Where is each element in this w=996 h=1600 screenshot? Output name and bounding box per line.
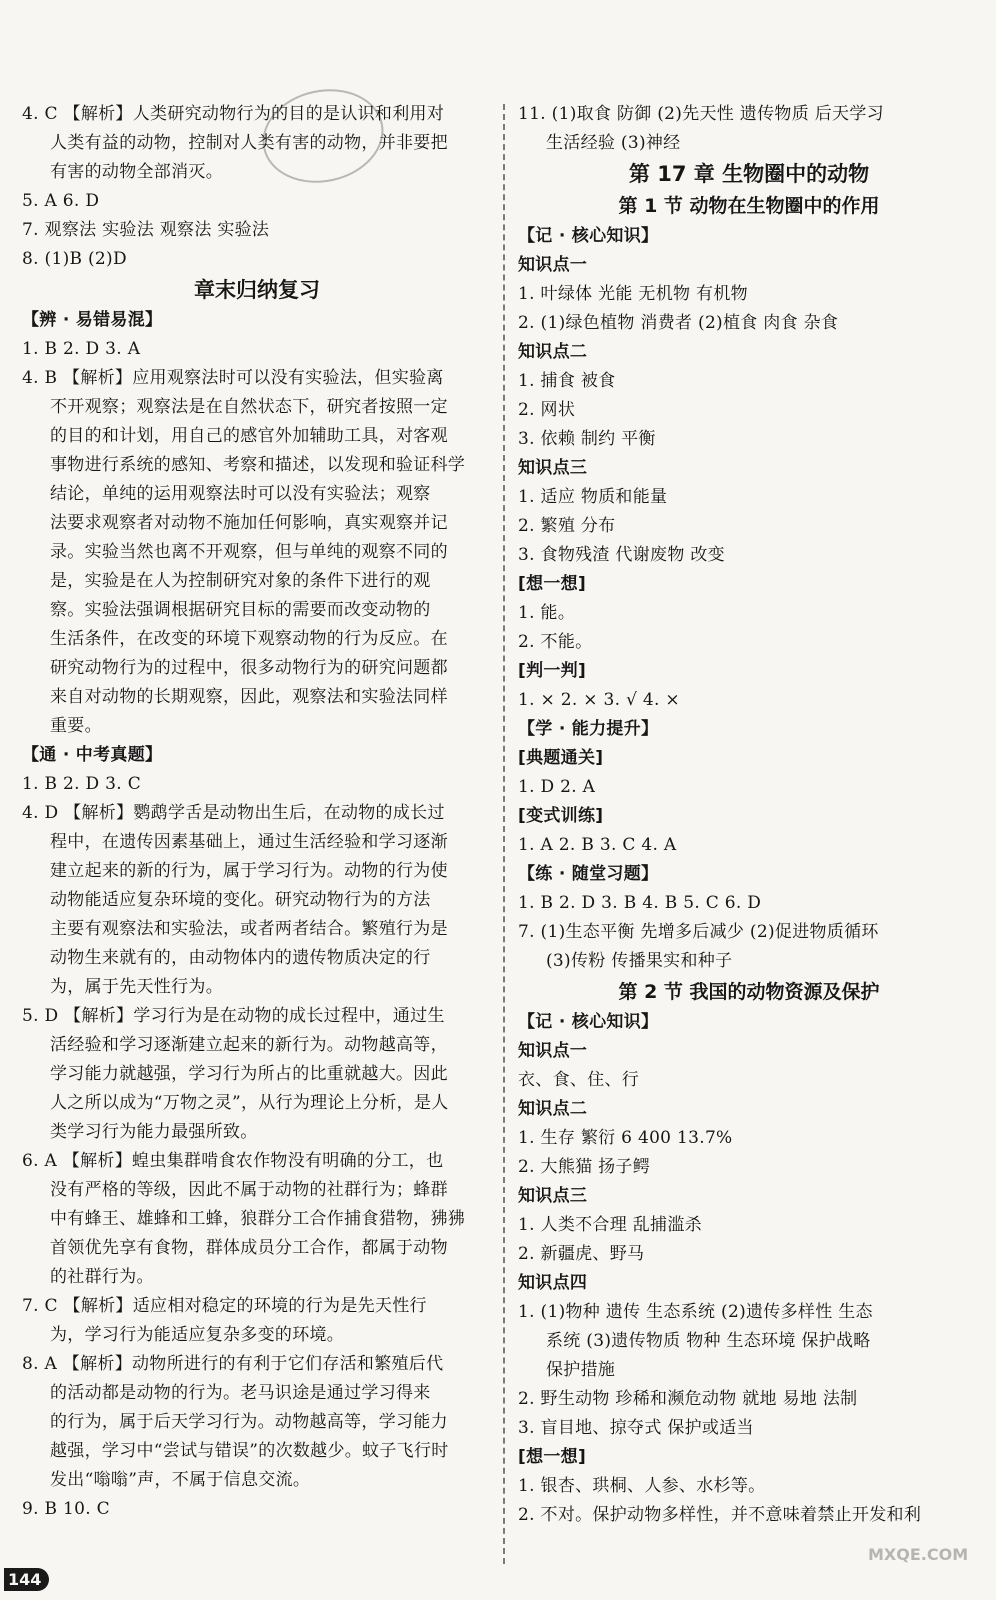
answer-line: 2. 网状 bbox=[518, 400, 576, 420]
answer-line: 1. 生存 繁衍 6 400 13.7% bbox=[518, 1128, 733, 1148]
section-tag: [判一判] bbox=[518, 661, 587, 681]
section-tag: 知识点三 bbox=[518, 458, 588, 478]
answer-line: 动物能适应复杂环境的变化。研究动物行为的方法 bbox=[50, 890, 431, 910]
answer-line: 生活经验 (3)神经 bbox=[546, 133, 681, 153]
answer-line: 2. (1)绿色植物 消费者 (2)植食 肉食 杂食 bbox=[518, 313, 839, 333]
answer-line: 11. (1)取食 防御 (2)先天性 遗传物质 后天学习 bbox=[518, 104, 884, 124]
answer-line: 7. 观察法 实验法 观察法 实验法 bbox=[22, 220, 270, 240]
answer-line: 9. B 10. C bbox=[22, 1499, 110, 1519]
section-tag: 知识点二 bbox=[518, 1099, 588, 1119]
answer-line: 主要有观察法和实验法，或者两者结合。繁殖行为是 bbox=[50, 919, 448, 939]
answer-line: 的目的和计划，用自己的感官外加辅助工具，对客观 bbox=[50, 426, 448, 446]
answer-line: 1. × 2. × 3. √ 4. × bbox=[518, 690, 680, 710]
answer-line: 是，实验是在人为控制研究对象的条件下进行的观 bbox=[50, 571, 431, 591]
section-tag: [想一想] bbox=[518, 574, 587, 594]
answer-line: 察。实验法强调根据研究目标的需要而改变动物的 bbox=[50, 600, 431, 620]
section-tag: [变式训练] bbox=[518, 806, 604, 826]
answer-line: 4. C 【解析】人类研究动物行为的目的是认识和利用对 bbox=[22, 104, 445, 124]
section-tag: 知识点一 bbox=[518, 1041, 588, 1061]
answer-line: 发出“嗡嗡”声，不属于信息交流。 bbox=[50, 1470, 311, 1490]
answer-line: 1. A 2. B 3. C 4. A bbox=[518, 835, 677, 855]
answer-line: 有害的动物全部消灭。 bbox=[50, 162, 223, 182]
answer-line: 越强，学习中“尝试与错误”的次数越少。蚊子飞行时 bbox=[50, 1441, 449, 1461]
answer-line: 7. (1)生态平衡 先增多后减少 (2)促进物质循环 bbox=[518, 922, 879, 942]
answer-line: 保护措施 bbox=[546, 1360, 616, 1380]
section-tag: 知识点三 bbox=[518, 1186, 588, 1206]
left-column bbox=[22, 100, 492, 1524]
section-heading: 第 17 章 生物圈中的动物 bbox=[628, 162, 870, 186]
page-number: 144 bbox=[4, 1568, 49, 1591]
answer-line: 5. D 【解析】学习行为是在动物的成长过程中，通过生 bbox=[22, 1006, 445, 1026]
answer-line: 3. 盲目地、掠夺式 保护或适当 bbox=[518, 1418, 754, 1438]
answer-line: 结论，单纯的运用观察法时可以没有实验法；观察 bbox=[50, 484, 431, 504]
answer-line: 活经验和学习逐渐建立起来的新行为。动物越高等， bbox=[50, 1035, 448, 1055]
section-tag: [典题通关] bbox=[518, 748, 604, 768]
answer-line: 来自对动物的长期观察，因此，观察法和实验法同样 bbox=[50, 687, 448, 707]
answer-line: 1. 捕食 被食 bbox=[518, 371, 616, 391]
answer-line: 的活动都是动物的行为。老马识途是通过学习得来 bbox=[50, 1383, 431, 1403]
answer-line: 2. 大熊猫 扬子鳄 bbox=[518, 1157, 651, 1177]
answer-line: 3. 依赖 制约 平衡 bbox=[518, 429, 656, 449]
answer-line: 生活条件，在改变的环境下观察动物的行为反应。在 bbox=[50, 629, 448, 649]
answer-line: 学习能力就越强，学习行为所占的比重就越大。因此 bbox=[50, 1064, 448, 1084]
answer-line: 法要求观察者对动物不施加任何影响，真实观察并记 bbox=[50, 513, 448, 533]
watermark-logo: MXQE.COM bbox=[868, 1545, 969, 1564]
answer-line: 1. 叶绿体 光能 无机物 有机物 bbox=[518, 284, 748, 304]
section-subheading: 第 2 节 我国的动物资源及保护 bbox=[618, 981, 880, 1003]
answer-line: 2. 新疆虎、野马 bbox=[518, 1244, 645, 1264]
section-heading: 章末归纳复习 bbox=[194, 278, 320, 302]
section-tag: 【记 · 核心知识】 bbox=[518, 1012, 659, 1032]
answer-line: 建立起来的新的行为，属于学习行为。动物的行为使 bbox=[50, 861, 448, 881]
answer-line: 1. 适应 物质和能量 bbox=[518, 487, 668, 507]
answer-line: 7. C 【解析】适应相对稳定的环境的行为是先天性行 bbox=[22, 1296, 427, 1316]
answer-line: 2. 繁殖 分布 bbox=[518, 516, 616, 536]
answer-line: 1. 银杏、珙桐、人参、水杉等。 bbox=[518, 1476, 766, 1496]
column-divider bbox=[503, 104, 505, 1564]
section-tag: 【练 · 随堂习题】 bbox=[518, 864, 659, 884]
answer-line: 重要。 bbox=[50, 716, 102, 736]
answer-line: 3. 食物残渣 代谢废物 改变 bbox=[518, 545, 725, 565]
answer-line: 2. 野生动物 珍稀和濒危动物 就地 易地 法制 bbox=[518, 1389, 858, 1409]
answer-line: 衣、食、住、行 bbox=[518, 1070, 640, 1090]
answer-line: 1. (1)物种 遗传 生态系统 (2)遗传多样性 生态 bbox=[518, 1302, 873, 1322]
answer-line: 首领优先享有食物，群体成员分工合作，都属于动物 bbox=[50, 1238, 448, 1258]
answer-line: 8. (1)B (2)D bbox=[22, 249, 127, 269]
section-tag: [想一想] bbox=[518, 1447, 587, 1467]
answer-line: 人之所以成为“万物之灵”，从行为理论上分析，是人 bbox=[50, 1093, 449, 1113]
section-tag: 【学 · 能力提升】 bbox=[518, 719, 659, 739]
answer-line: 人类有益的动物，控制对人类有害的动物，并非要把 bbox=[50, 133, 448, 153]
answer-line: 2. 不能。 bbox=[518, 632, 593, 652]
section-tag: 【通 · 中考真题】 bbox=[22, 745, 163, 765]
answer-line: 系统 (3)遗传物质 物种 生态环境 保护战略 bbox=[546, 1331, 871, 1351]
answer-line: 1. 能。 bbox=[518, 603, 576, 623]
answer-line: 2. 不对。保护动物多样性，并不意味着禁止开发和利 bbox=[518, 1505, 922, 1525]
answer-line: (3)传粉 传播果实和种子 bbox=[546, 951, 733, 971]
answer-line: 的社群行为。 bbox=[50, 1267, 154, 1287]
answer-line: 4. B 【解析】应用观察法时可以没有实验法，但实验离 bbox=[22, 368, 444, 388]
answer-line: 的行为，属于后天学习行为。动物越高等，学习能力 bbox=[50, 1412, 448, 1432]
right-column bbox=[518, 100, 980, 1530]
answer-line: 为，属于先天性行为。 bbox=[50, 977, 223, 997]
answer-line: 4. D 【解析】鹦鹉学舌是动物出生后，在动物的成长过 bbox=[22, 803, 445, 823]
answer-line: 1. B 2. D 3. C bbox=[22, 774, 142, 794]
section-tag: 知识点一 bbox=[518, 255, 588, 275]
answer-line: 5. A 6. D bbox=[22, 191, 100, 211]
answer-line: 事物进行系统的感知、考察和描述，以发现和验证科学 bbox=[50, 455, 466, 475]
section-tag: 【辨 · 易错易混】 bbox=[22, 310, 163, 330]
answer-line: 中有蜂王、雄蜂和工蜂，狼群分工合作捕食猎物，狒狒 bbox=[50, 1209, 466, 1229]
section-tag: 知识点四 bbox=[518, 1273, 588, 1293]
answer-line: 动物生来就有的，由动物体内的遗传物质决定的行 bbox=[50, 948, 431, 968]
answer-line: 录。实验当然也离不开观察，但与单纯的观察不同的 bbox=[50, 542, 448, 562]
answer-line: 6. A 【解析】蝗虫集群啃食农作物没有明确的分工，也 bbox=[22, 1151, 444, 1171]
answer-line: 研究动物行为的过程中，很多动物行为的研究问题都 bbox=[50, 658, 448, 678]
section-tag: 【记 · 核心知识】 bbox=[518, 226, 659, 246]
answer-line: 1. B 2. D 3. B 4. B 5. C 6. D bbox=[518, 893, 762, 913]
answer-line: 没有严格的等级，因此不属于动物的社群行为；蜂群 bbox=[50, 1180, 448, 1200]
answer-line: 1. D 2. A bbox=[518, 777, 596, 797]
answer-line: 1. 人类不合理 乱捕滥杀 bbox=[518, 1215, 702, 1235]
section-tag: 知识点二 bbox=[518, 342, 588, 362]
answer-line: 为，学习行为能适应复杂多变的环境。 bbox=[50, 1325, 345, 1345]
answer-line: 类学习行为能力最强所致。 bbox=[50, 1122, 258, 1142]
section-subheading: 第 1 节 动物在生物圈中的作用 bbox=[618, 195, 880, 217]
answer-line: 1. B 2. D 3. A bbox=[22, 339, 141, 359]
answer-line: 8. A 【解析】动物所进行的有利于它们存活和繁殖后代 bbox=[22, 1354, 444, 1374]
answer-line: 程中，在遗传因素基础上，通过生活经验和学习逐渐 bbox=[50, 832, 448, 852]
answer-line: 不开观察；观察法是在自然状态下，研究者按照一定 bbox=[50, 397, 448, 417]
